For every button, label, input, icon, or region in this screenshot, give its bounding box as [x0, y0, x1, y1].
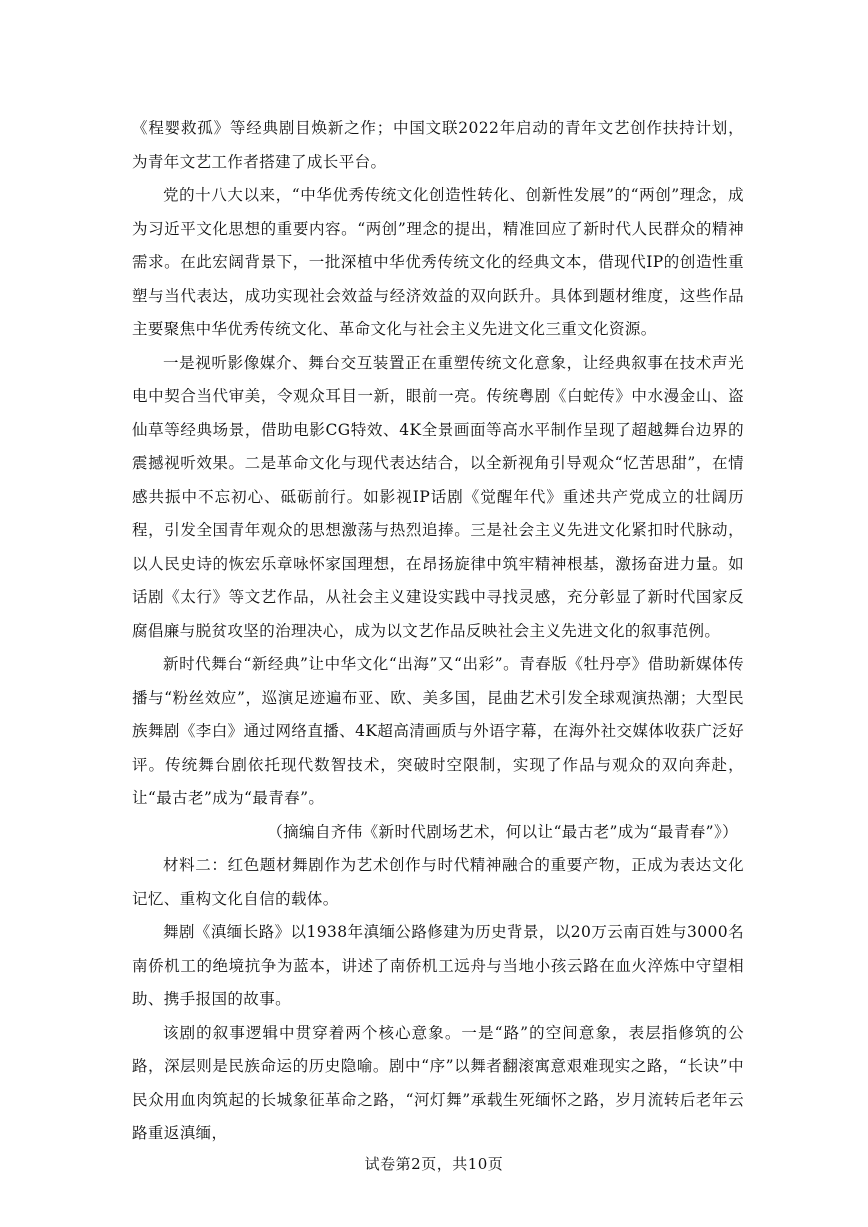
paragraph: 舞剧《滇缅长路》以1938年滇缅公路修建为历史背景，以20万云南百姓与3000名南侨机工的绝境抗争为蓝本，讲述了南侨机工远舟与当地小孩云路在血火淬炼中守望相助、携手报国的故事。: [132, 923, 744, 1008]
document-body: [132, 112, 744, 1151]
material-heading-paragraph: 材料二：红色题材舞剧作为艺术创作与时代精神融合的重要产物，正成为表达文化记忆、重构文化自信的载体。: [132, 856, 744, 908]
source-citation: （摘编自齐伟《新时代剧场艺术，何以让“最古老”成为“最青春”》）: [267, 822, 738, 841]
paragraph-continuation: 《程婴救孤》等经典剧目焕新之作；中国文联2022年启动的青年文艺创作扶持计划，为青年文艺工作者搭建了成长平台。: [132, 119, 744, 171]
paragraph: 党的十八大以来，“中华优秀传统文化创造性转化、创新性发展”的“两创”理念，成为习近平文化思想的重要内容。“两创”理念的提出，精准回应了新时代人民群众的精神需求。在此宏阔背景下，一批深植中华优秀传统文化的经典文本，借现代IP的创造性重塑与当代表达，成功实现社会效益与经济效益的双向跃升。具体到题材维度，这些作品主要聚焦中华优秀传统文化、革命文化与社会主义先进文化三重文化资源。: [132, 186, 744, 338]
paragraph: 新时代舞台“新经典”让中华文化“出海”又“出彩”。青春版《牡丹亭》借助新媒体传播与“粉丝效应”，巡演足迹遍布亚、欧、美多国，昆曲艺术引发全球观演热潮；大型民族舞剧《李白》通过网络直播、4K超高清画质与外语字幕，在海外社交媒体收获广泛好评。传统舞台剧依托现代数智技术，突破时空限制，实现了作品与观众的双向奔赴，让“最古老”成为“最青春”。: [132, 655, 744, 807]
paragraph: 一是视听影像媒介、舞台交互装置正在重塑传统文化意象，让经典叙事在技术声光电中契合当代审美，令观众耳目一新，眼前一亮。传统粤剧《白蛇传》中水漫金山、盗仙草等经典场景，借助电影CG特效、4K全景画面等高水平制作呈现了超越舞台边界的震撼视听效果。二是革命文化与现代表达结合，以全新视角引导观众“忆苦思甜”，在情感共振中不忘初心、砥砺前行。如影视IP话剧《觉醒年代》重述共产党成立的壮阔历程，引发全国青年观众的思想激荡与热烈追捧。三是社会主义先进文化紧扣时代脉动，以人民史诗的恢宏乐章咏怀家国理想，在昂扬旋律中筑牢精神根基，激扬奋进力量。如话剧《太行》等文艺作品，从社会主义建设实践中寻找灵感，充分彰显了新时代国家反腐倡廉与脱贫攻坚的治理决心，成为以文艺作品反映社会主义先进文化的叙事范例。: [132, 353, 744, 640]
paragraph: 该剧的叙事逻辑中贯穿着两个核心意象。一是“路”的空间意象，表层指修筑的公路，深层则是民族命运的历史隐喻。剧中“序”以舞者翻滚寓意艰难现实之路，“长诀”中民众用血肉筑起的长城象征革命之路，“河灯舞”承载生死缅怀之路，岁月流转后老年云路重返滇缅，: [132, 1023, 744, 1142]
page-footer: 试卷第2页，共10页: [364, 1155, 504, 1173]
